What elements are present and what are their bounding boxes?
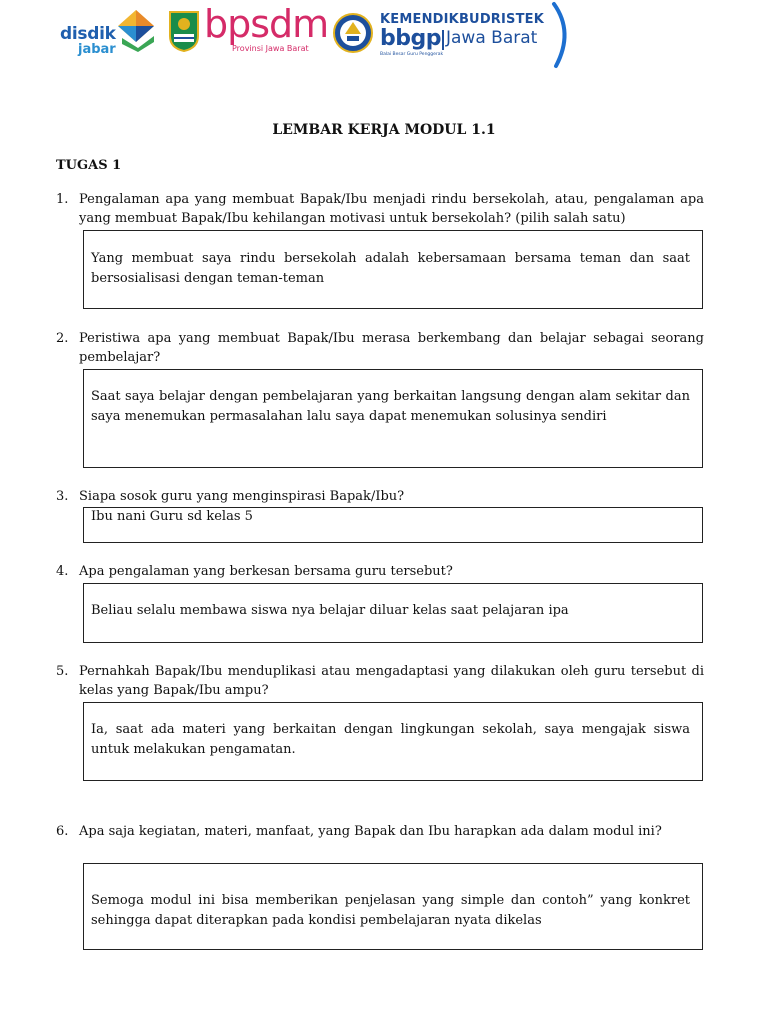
- question-text: Pengalaman apa yang membuat Bapak/Ibu menjadi rindu bersekolah, atau, pengalaman apa yang membuat Bapak/Ibu kehilangan motivasi untuk bersekolah? (pilih salah satu): [79, 192, 704, 226]
- question-text: Pernahkah Bapak/Ibu menduplikasi atau mengadaptasi yang dilakukan oleh guru tersebut di kelas yang Bapak/Ibu ampu?: [79, 664, 704, 698]
- question-number: 2.: [56, 331, 69, 346]
- disdik-logo-icon: [116, 8, 158, 52]
- answer-text: Beliau selalu membawa siswa nya belajar diluar kelas saat pelajaran ipa: [91, 603, 569, 618]
- answer-text: Saat saya belajar dengan pembelajaran yang berkaitan langsung dengan alam sekitar dan saya menemukan permasalahan lalu saya dapat menemukan solusinya sendiri: [91, 389, 690, 424]
- answer-text: Ia, saat ada materi yang berkaitan dengan lingkungan sekolah, saya mengajak siswa untuk melakukan pengamatan.: [91, 722, 690, 757]
- answer-box-2[interactable]: [83, 369, 703, 468]
- document-title: LEMBAR KERJA MODUL 1.1: [272, 122, 496, 138]
- answer-box-5[interactable]: [83, 702, 703, 781]
- answer-box-3[interactable]: [83, 507, 703, 543]
- disdik-jabar-logo: [60, 8, 160, 58]
- question-text: Apa pengalaman yang berkesan bersama guru tersebut?: [79, 564, 453, 579]
- disdik-logo-text: disdik: [60, 24, 116, 44]
- bpsdm-province-text: Provinsi Jawa Barat: [232, 44, 309, 53]
- question-5: [56, 662, 704, 700]
- answer-box-4[interactable]: [83, 583, 703, 643]
- bpsdm-logo-text: bpsdm: [204, 2, 329, 46]
- question-2: [56, 329, 704, 367]
- answer-text: Ibu nani Guru sd kelas 5: [91, 509, 253, 524]
- decorative-arc-icon: [528, 0, 578, 74]
- question-number: 1.: [56, 192, 69, 207]
- question-4: [56, 562, 704, 581]
- kemendikbudristek-text: KEMENDIKBUDRISTEK: [380, 12, 545, 27]
- question-number: 6.: [56, 824, 69, 839]
- answer-box-6[interactable]: [83, 863, 703, 950]
- jawa-barat-text: Jawa Barat: [446, 28, 538, 48]
- question-text: Apa saja kegiatan, materi, manfaat, yang Bapak dan Ibu harapkan ada dalam modul ini?: [79, 824, 662, 839]
- bbgp-tagline: Balai Besar Guru Penggerak: [380, 52, 444, 57]
- tut-wuri-handayani-seal-icon: [332, 12, 374, 54]
- answer-text: Semoga modul ini bisa memberikan penjelasan yang simple dan contoh” yang konkret sehingga dapat diterapkan pada kondisi pembelajaran nyata dikelas: [91, 893, 690, 928]
- question-text: Peristiwa apa yang membuat Bapak/Ibu merasa berkembang dan belajar sebagai seorang pembelajar?: [79, 331, 704, 365]
- question-number: 4.: [56, 564, 69, 579]
- kemendikbudristek-bbgp-logo: [332, 4, 582, 70]
- jabar-emblem-icon: [168, 10, 200, 52]
- logo-divider: [442, 30, 444, 50]
- jabar-logo-text: jabar: [78, 42, 116, 57]
- bbgp-text: bbgp: [380, 26, 441, 51]
- question-number: 5.: [56, 664, 69, 679]
- question-3: [56, 487, 704, 506]
- bpsdm-logo: [168, 2, 329, 58]
- answer-box-1[interactable]: [83, 230, 703, 309]
- section-heading: TUGAS 1: [56, 158, 122, 173]
- question-6: [56, 822, 704, 841]
- question-number: 3.: [56, 489, 69, 504]
- answer-text: Yang membuat saya rindu bersekolah adalah kebersamaan bersama teman dan saat bersosialisasi dengan teman-teman: [91, 251, 690, 286]
- question-text: Siapa sosok guru yang menginspirasi Bapak/Ibu?: [79, 489, 405, 504]
- question-1: [56, 190, 704, 228]
- header-logos: [0, 0, 768, 70]
